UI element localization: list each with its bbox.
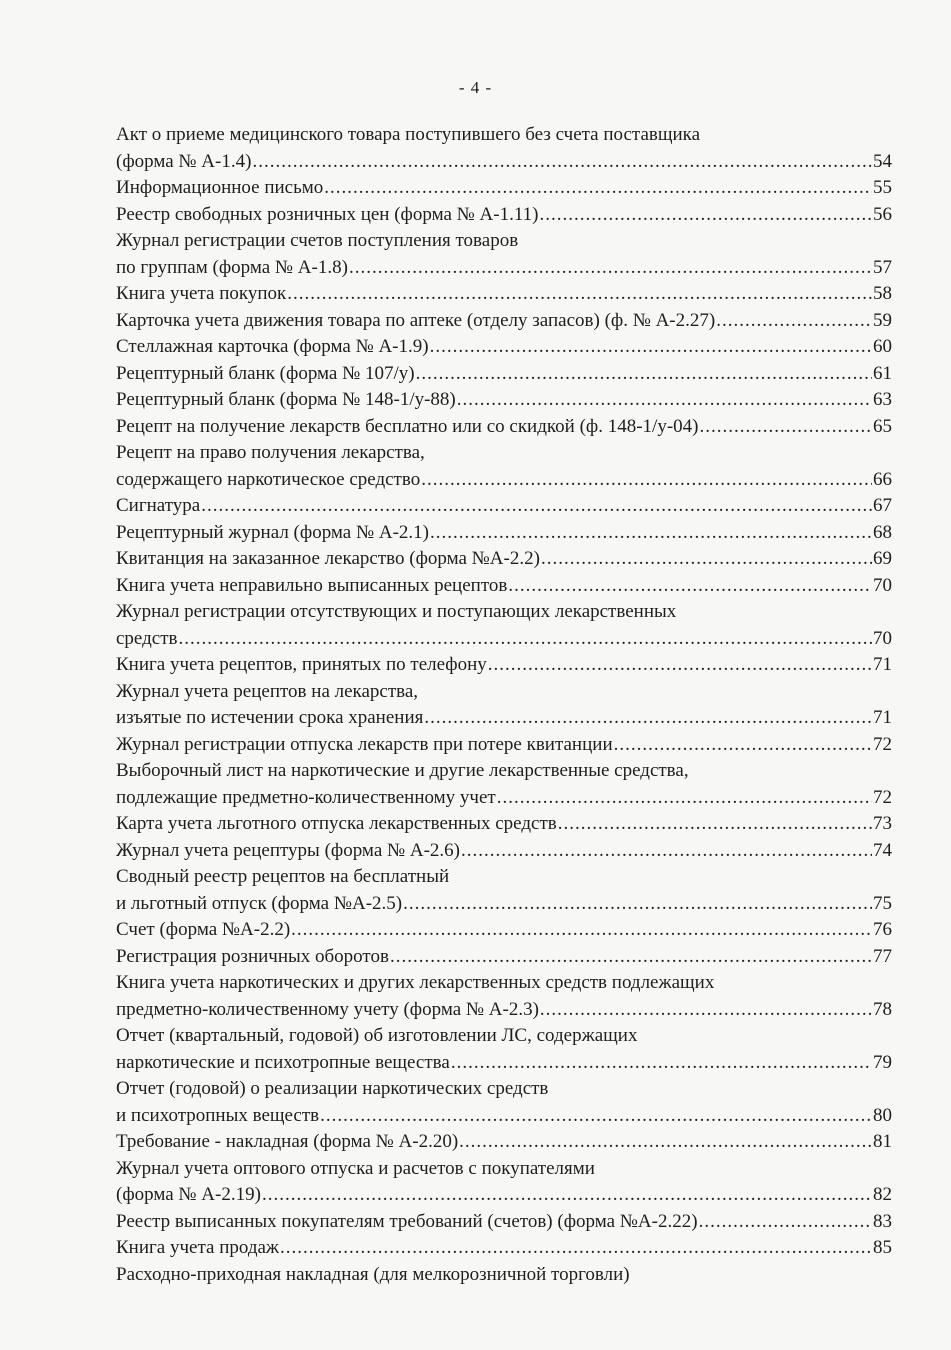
toc-entry-title: Счет (форма №А-2.2) [116, 919, 291, 940]
toc-entry-title: Регистрация розничных оборотов [116, 945, 389, 967]
toc-page-number: 75 [873, 892, 892, 914]
toc-entry-title: Книга учета рецептов, принятых по телефону [116, 654, 487, 675]
toc-entry-title: содержащего наркотическое средство [116, 468, 421, 490]
toc-page-number: 68 [873, 521, 892, 543]
toc-page-number: 54 [873, 150, 892, 172]
toc-entry [116, 361, 892, 388]
toc-entry-line [116, 467, 892, 494]
toc-page-number: 72 [873, 786, 892, 808]
toc-entry-title: Журнал учета оптового отпуска и расчетов с покупателями [116, 1157, 595, 1179]
toc-page-number: 74 [873, 839, 892, 861]
dot-leader [349, 255, 872, 282]
toc-entry [116, 917, 892, 944]
toc-entry-title: средств [116, 627, 178, 649]
toc-page-number: 82 [873, 1184, 892, 1205]
toc-entry-line [116, 811, 892, 838]
toc-page-number: 66 [873, 468, 892, 490]
toc-entry [116, 811, 892, 838]
toc-entry [116, 1023, 892, 1076]
toc-entry-line [116, 705, 892, 732]
toc-entry-line [116, 202, 892, 229]
toc-entry-line [116, 493, 892, 520]
toc-entry-line [116, 440, 892, 467]
toc-entry-title: Журнал регистрации отсутствующих и поступающих лекарственных [116, 601, 677, 622]
toc-entry-line [116, 1076, 892, 1103]
dot-leader [291, 917, 872, 944]
toc-entry-title: Требование - накладная (форма № А-2.20) [116, 1131, 459, 1152]
dot-leader [451, 1050, 872, 1077]
toc-entry-line [116, 1209, 892, 1236]
toc-page-number: 56 [873, 203, 892, 225]
toc-entry-title: и психотропных веществ [116, 1104, 320, 1126]
toc-entry-line [116, 1023, 892, 1050]
toc-entry-title: и льготный отпуск (форма №А-2.5) [116, 892, 403, 914]
toc-entry [116, 1129, 892, 1156]
toc-page-number: 61 [873, 362, 892, 384]
toc-entry-title: Журнал регистрации счетов поступления товаров [116, 230, 519, 251]
toc-entry-line [116, 864, 892, 891]
toc-page-number: 71 [873, 707, 892, 728]
dot-leader [488, 652, 872, 679]
toc-page-number: 78 [873, 998, 892, 1020]
toc-entry-line [116, 679, 892, 706]
dot-leader [430, 334, 872, 361]
toc-page-number: 58 [873, 283, 892, 304]
toc-entry [116, 838, 892, 865]
dot-leader [716, 308, 872, 335]
toc-entry-title: Стеллажная карточка (форма № А-1.9) [116, 336, 429, 357]
toc-page-number: 70 [873, 574, 892, 596]
toc-entry-title: по группам (форма № А-1.8) [116, 256, 348, 278]
toc-entry-line [116, 573, 892, 600]
toc-entry-line [116, 970, 892, 997]
toc-entry-title: Квитанция на заказанное лекарство (форма №А-2.2) [116, 548, 540, 569]
toc-entry-title: Рецептурный бланк (форма № 107/у) [116, 362, 415, 384]
toc-entry-title: Книга учета продаж [116, 1237, 280, 1258]
toc-entry-title: Книга учета неправильно выписанных рецептов [116, 574, 508, 596]
toc-entry-line [116, 785, 892, 812]
toc-page-number: 81 [873, 1131, 892, 1152]
toc-entry-title: Книга учета покупок [116, 283, 287, 304]
toc-entry-title: Рецептурный журнал (форма № А-2.1) [116, 521, 429, 543]
toc-entry-line [116, 1050, 892, 1077]
dot-leader [699, 414, 872, 441]
toc-entry-title: Карта учета льготного отпуска лекарственных средств [116, 813, 557, 834]
dot-leader [252, 149, 872, 176]
toc-entry-line [116, 732, 892, 759]
toc-entry [116, 679, 892, 732]
toc-entry [116, 1209, 892, 1236]
toc-page-number: 70 [873, 627, 892, 649]
table-of-contents [116, 122, 892, 1288]
toc-page-number: 83 [873, 1210, 892, 1232]
toc-entry-line [116, 308, 892, 335]
toc-page-number: 60 [873, 336, 892, 357]
dot-leader [558, 811, 872, 838]
toc-entry-title: Рецептурный бланк (форма № 148-1/у-88) [116, 389, 456, 410]
toc-entry-title: Книга учета наркотических и других лекарственных средств подлежащих [116, 972, 715, 993]
dot-leader [390, 944, 872, 971]
toc-entry [116, 546, 892, 573]
toc-entry-line [116, 997, 892, 1024]
toc-page-number: 63 [873, 389, 892, 410]
toc-entry-title: Рецепт на право получения лекарства, [116, 442, 425, 463]
toc-entry [116, 864, 892, 917]
toc-page-number: 85 [873, 1237, 892, 1258]
toc-entry-title: Карточка учета движения товара по аптеке (отделу запасов) (ф. № А-2.27) [116, 309, 716, 331]
toc-entry-title: Журнал регистрации отпуска лекарств при потере квитанции [116, 733, 613, 755]
toc-entry-title: наркотические и психотропные вещества [116, 1051, 450, 1073]
dot-leader [457, 387, 872, 414]
toc-entry [116, 334, 892, 361]
toc-entry [116, 308, 892, 335]
toc-entry-line [116, 1156, 892, 1183]
toc-entry [116, 652, 892, 679]
toc-entry-line [116, 1103, 892, 1130]
toc-entry-title: Отчет (квартальный, годовой) об изготовлении ЛС, содержащих [116, 1025, 638, 1046]
toc-entry-line [116, 228, 892, 255]
dot-leader [324, 175, 872, 202]
toc-entry-title: подлежащие предметно-количественному учет [116, 786, 496, 808]
toc-entry-title: Рецепт на получение лекарств бесплатно или со скидкой (ф. 148-1/у-04) [116, 415, 699, 437]
toc-page-number: 71 [873, 654, 892, 675]
toc-entry [116, 573, 892, 600]
toc-page-number: 55 [873, 177, 892, 198]
dot-leader [508, 573, 872, 600]
toc-entry-title: Реестр выписанных покупателям требований (счетов) (форма №А-2.22) [116, 1210, 698, 1232]
toc-entry-line [116, 175, 892, 202]
toc-entry-line [116, 149, 892, 176]
toc-entry [116, 202, 892, 229]
toc-entry [116, 175, 892, 202]
toc-entry [116, 281, 892, 308]
toc-entry [116, 1076, 892, 1129]
dot-leader [280, 1235, 872, 1262]
toc-page-number: 76 [873, 919, 892, 940]
toc-entry-line [116, 1262, 892, 1289]
dot-leader [541, 546, 872, 573]
dot-leader [262, 1182, 872, 1209]
toc-page-number: 72 [873, 733, 892, 755]
toc-entry-line [116, 122, 892, 149]
toc-entry [116, 520, 892, 547]
toc-entry-title: предметно-количественному учету (форма № А-2.3) [116, 998, 539, 1020]
dot-leader [459, 1129, 872, 1156]
toc-entry [116, 122, 892, 175]
dot-leader [424, 705, 872, 732]
toc-entry-line [116, 1129, 892, 1156]
toc-page-number: 65 [873, 415, 892, 437]
toc-entry-title: Отчет (годовой) о реализации наркотических средств [116, 1078, 549, 1099]
toc-entry-line [116, 1182, 892, 1209]
dot-leader [430, 520, 872, 547]
toc-entry-line [116, 387, 892, 414]
dot-leader [539, 202, 872, 229]
toc-entry-line [116, 944, 892, 971]
toc-entry [116, 228, 892, 281]
toc-entry [116, 758, 892, 811]
toc-entry-title: Реестр свободных розничных цен (форма № А-1.11) [116, 203, 539, 225]
toc-entry [116, 944, 892, 971]
toc-entry-line [116, 255, 892, 282]
toc-entry-line [116, 1235, 892, 1262]
toc-entry [116, 599, 892, 652]
page-number: - 4 - [458, 78, 493, 97]
toc-entry-line [116, 599, 892, 626]
toc-entry-title: Сводный реестр рецептов на бесплатный [116, 866, 450, 887]
dot-leader [614, 732, 872, 759]
toc-entry-title: (форма № А-2.19) [116, 1184, 261, 1205]
toc-entry-line [116, 891, 892, 918]
toc-entry [116, 1156, 892, 1209]
toc-entry-line [116, 281, 892, 308]
dot-leader [540, 997, 872, 1024]
toc-entry-title: Журнал учета рецептуры (форма № А-2.6) [116, 839, 461, 861]
toc-entry [116, 414, 892, 441]
toc-entry-title: Акт о приеме медицинского товара поступившего без счета поставщика [116, 124, 701, 145]
toc-entry-title: Расходно-приходная накладная (для мелкорозничной торговли) [116, 1263, 630, 1285]
toc-entry [116, 1235, 892, 1262]
toc-entry-line [116, 917, 892, 944]
toc-page-number: 59 [873, 309, 892, 331]
dot-leader [416, 361, 872, 388]
toc-entry-line [116, 334, 892, 361]
toc-entry-line [116, 361, 892, 388]
dot-leader [179, 626, 873, 653]
toc-entry-line [116, 546, 892, 573]
toc-entry-line [116, 626, 892, 653]
toc-entry-line [116, 414, 892, 441]
toc-entry-title: Выборочный лист на наркотические и другие лекарственные средства, [116, 760, 689, 781]
toc-entry-title: изъятые по истечении срока хранения [116, 707, 424, 728]
toc-entry [116, 1262, 892, 1289]
dot-leader [403, 891, 872, 918]
toc-entry [116, 387, 892, 414]
toc-page-number: 77 [873, 945, 892, 967]
dot-leader [699, 1209, 872, 1236]
toc-entry-title: Информационное письмо [116, 177, 324, 198]
toc-page-number: 57 [873, 256, 892, 278]
toc-page-number: 80 [873, 1104, 892, 1126]
toc-entry-line [116, 652, 892, 679]
toc-entry [116, 970, 892, 1023]
toc-entry-line [116, 520, 892, 547]
toc-entry [116, 732, 892, 759]
dot-leader [320, 1103, 872, 1130]
dot-leader [201, 493, 872, 520]
toc-entry [116, 493, 892, 520]
dot-leader [461, 838, 872, 865]
toc-page-number: 67 [873, 495, 892, 516]
toc-entry [116, 440, 892, 493]
toc-entry-title: (форма № А-1.4) [116, 150, 252, 172]
toc-entry-title: Сигнатура [116, 495, 201, 516]
dot-leader [287, 281, 872, 308]
toc-page-number: 73 [873, 813, 892, 834]
dot-leader [421, 467, 872, 494]
toc-page-number: 79 [873, 1051, 892, 1073]
toc-entry-line [116, 758, 892, 785]
toc-entry-title: Журнал учета рецептов на лекарства, [116, 680, 419, 702]
toc-page-number: 69 [873, 548, 892, 569]
toc-entry-line [116, 838, 892, 865]
dot-leader [497, 785, 872, 812]
